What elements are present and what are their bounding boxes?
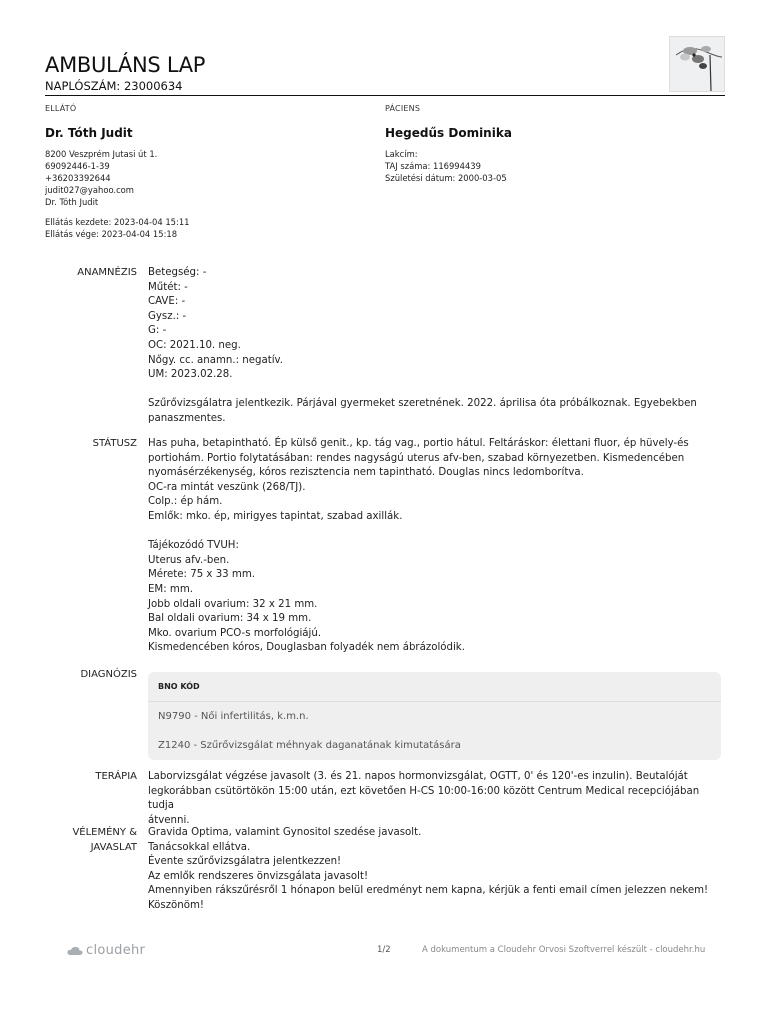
patient-name: Hegedűs Dominika	[385, 126, 512, 140]
patient-block	[385, 104, 725, 184]
orchid-icon	[670, 37, 725, 92]
text-line: G: -	[148, 325, 167, 337]
care-end: Ellátás vége: 2023-04-04 15:18	[45, 229, 178, 239]
text-line: átvenni.	[148, 814, 190, 826]
blank-line	[148, 525, 723, 540]
text-line: Köszönöm!	[148, 899, 204, 911]
cloud-icon	[67, 946, 83, 956]
provider-name: Dr. Tóth Judit	[45, 126, 133, 140]
text-line: Amennyiben rákszűrésről 1 hónapon belül eredményt nem kapna, kérjük a fenti email címen jelezzen nekem!	[148, 885, 709, 897]
diagnosis-label: DIAGNÓZIS	[80, 669, 137, 680]
patient-address: Lakcím:	[385, 149, 418, 159]
text-line: Szűrővizsgálatra jelentkezik. Párjával gyermeket szeretnének. 2022. áprilisa óta próbálkoznak. Egyebekben	[148, 398, 697, 410]
text-line: panaszmentes.	[148, 412, 226, 424]
text-line: Az emlők rendszeres önvizsgálata javasolt!	[148, 870, 369, 882]
provider-signature-name: Dr. Tóth Judit	[45, 197, 99, 207]
opinion-label-line1: VÉLEMÉNY &	[72, 827, 137, 838]
text-line: legkorábban csütörtökön 15:00 után, ezt követően H-CS 10:00-16:00 között Centrum Medical recepciójában tudja	[148, 785, 700, 812]
text-line: Has puha, betapintható. Ép külső genit., kp. tág vag., portio hátul. Feltáráskor: élettani fluor, ép hüvely-és	[148, 438, 689, 449]
therapy-text	[148, 770, 723, 828]
bno-table-header: BNO KÓD	[148, 672, 721, 702]
text-line: Évente szűrővizsgálatra jelentkezzen!	[148, 856, 342, 868]
therapy-section	[45, 770, 725, 826]
text-line: EM: mm.	[148, 583, 193, 595]
orchid-logo-image	[669, 36, 725, 92]
care-start: Ellátás kezdete: 2023-04-04 15:11	[45, 217, 190, 227]
log-number: NAPLÓSZÁM: 23000634	[45, 79, 183, 93]
anamnesis-section	[45, 266, 725, 432]
text-line: Laborvizsgálat végzése javasolt (3. és 21. napos hormonvizsgálat, OGTT, 0' és 120'-es inzulin). Beutalóját	[148, 771, 688, 782]
provider-section-label: ELLÁTÓ	[45, 104, 77, 113]
status-text	[148, 437, 723, 656]
status-section	[45, 437, 725, 659]
text-line: Emlők: mko. ép, mirigyes tapintat, szabad axillák.	[148, 510, 403, 522]
therapy-label: TERÁPIA	[95, 771, 137, 782]
brand-name: cloudehr	[86, 943, 146, 958]
text-line: Bal oldali ovarium: 34 x 19 mm.	[148, 613, 312, 625]
text-line: Nőgy. cc. anamn.: negatív.	[148, 354, 284, 366]
document-header	[45, 52, 725, 96]
text-line: Tanácsokkal ellátva.	[148, 841, 251, 853]
footer-credit: A dokumentum a Cloudehr Orvosi Szoftverrel készült - cloudehr.hu	[422, 945, 706, 955]
text-line: Uterus afv.-ben.	[148, 554, 230, 566]
opinion-label-line2: JAVASLAT	[90, 841, 137, 853]
text-line: Mérete: 75 x 33 mm.	[148, 569, 255, 581]
opinion-text	[148, 826, 723, 914]
patient-birth-date: Születési dátum: 2000-03-05	[385, 173, 507, 183]
text-line: Kismedencében kóros, Douglasban folyadék nem ábrázolódik.	[148, 642, 465, 654]
status-label: STÁTUSZ	[92, 438, 137, 449]
patient-section-label: PÁCIENS	[385, 104, 421, 113]
patient-taj-number: TAJ száma: 116994439	[385, 161, 481, 171]
diagnosis-section	[45, 668, 725, 760]
provider-address: 8200 Veszprém Jutasi út 1.	[45, 149, 158, 159]
text-line: Colp.: ép hám.	[148, 496, 223, 508]
cloudehr-logo	[67, 943, 145, 958]
anamnesis-text	[148, 266, 723, 427]
page-footer	[67, 943, 707, 959]
document-title: AMBULÁNS LAP	[45, 53, 206, 77]
page-number: 1/2	[377, 945, 391, 955]
text-line: Betegség: -	[148, 267, 207, 278]
provider-block	[45, 104, 375, 240]
text-line: OC-ra mintát veszünk (268/TJ).	[148, 481, 306, 493]
text-line: Jobb oldali ovarium: 32 x 21 mm.	[148, 598, 318, 610]
opinion-section	[45, 826, 725, 918]
anamnesis-label: ANAMNÉZIS	[77, 267, 137, 278]
text-line: nyomásérzékenység, kóros rezisztencia nem tapintható. Douglas nincs ledomborítva.	[148, 467, 584, 479]
text-line: Tájékozódó TVUH:	[148, 540, 239, 552]
text-line: OC: 2021.10. neg.	[148, 339, 241, 351]
text-line: Mko. ovarium PCO-s morfológiájú.	[148, 627, 322, 639]
text-line: Gravida Optima, valamint Gynositol szedése javasolt.	[148, 827, 422, 838]
bno-code-row: Z1240 - Szűrővizsgálat méhnyak daganatának kimutatására	[158, 740, 461, 751]
blank-line	[148, 383, 723, 398]
text-line: CAVE: -	[148, 296, 186, 308]
provider-tax-number: 69092446-1-39	[45, 161, 110, 171]
opinion-label	[45, 826, 137, 855]
text-line: portiohám. Portio folytatásában: rendes nagyságú uterus afv-ben, szabad környezetben. Kismedencében	[148, 452, 685, 464]
bno-code-table	[148, 672, 721, 760]
text-line: UM: 2023.02.28.	[148, 369, 233, 381]
text-line: Műtét: -	[148, 281, 188, 293]
text-line: Gysz.: -	[148, 310, 187, 322]
bno-code-row: N9790 - Női infertilitás, k.m.n.	[158, 711, 309, 722]
provider-phone: +36203392644	[45, 173, 111, 183]
provider-email: judit027@yahoo.com	[45, 185, 134, 195]
